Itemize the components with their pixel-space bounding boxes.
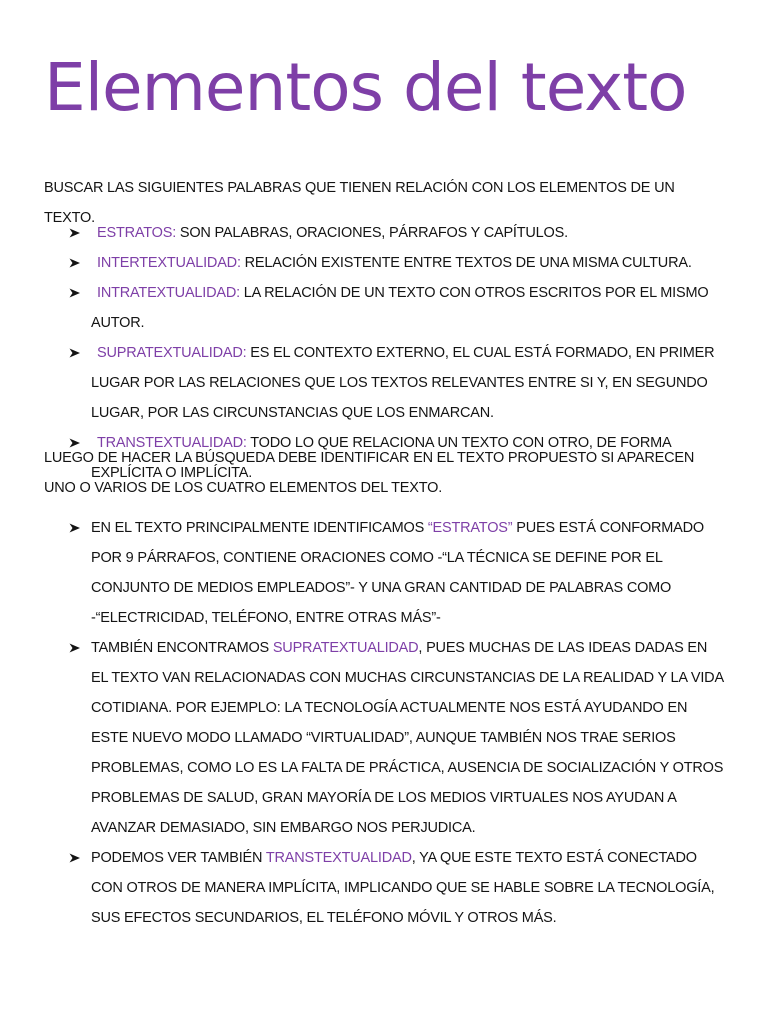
arrowhead-bullet-icon — [68, 278, 82, 308]
term-label: INTRATEXTUALIDAD: — [97, 285, 240, 301]
list-item — [44, 248, 724, 278]
term-label: TRANSTEXTUALIDAD: — [97, 435, 247, 451]
arrowhead-bullet-icon — [68, 338, 82, 368]
page-title: Elementos del texto — [44, 49, 687, 126]
intro-paragraph: BUSCAR LAS SIGUIENTES PALABRAS QUE TIENEN RELACIÓN CON LOS ELEMENTOS DE UN TEXTO. — [44, 180, 675, 226]
analysis-lead-text: TAMBIÉN ENCONTRAMOS — [91, 640, 273, 656]
term-highlight: SUPRATEXTUALIDAD — [272, 640, 419, 656]
term-highlight: TRANSTEXTUALIDAD — [265, 850, 412, 866]
arrowhead-bullet-icon — [68, 513, 82, 543]
analysis-body-text: PUES ESTÁ CONFORMADO POR 9 PÁRRAFOS, CONTIENE ORACIONES COMO -“LA TÉCNICA SE DEFINE POR EL CONJUNTO DE MEDIOS EMPLEADOS”- Y UNA GRAN CANTIDAD DE PALABRAS COMO -“ELECTRICIDAD, TELÉFONO, ENTRE OTRAS MÁS”- — [91, 520, 704, 626]
arrowhead-bullet-icon — [68, 843, 82, 873]
term-label: ESTRATOS: — [97, 225, 177, 241]
list-item — [44, 513, 724, 633]
list-item — [44, 843, 724, 933]
list-item — [44, 218, 724, 248]
list-item — [44, 633, 724, 843]
list-item — [44, 338, 724, 428]
analysis-lead-text: PODEMOS VER TAMBIÉN — [91, 850, 266, 866]
analysis-lead-text: EN EL TEXTO PRINCIPALMENTE IDENTIFICAMOS — [91, 520, 428, 536]
term-label: INTERTEXTUALIDAD: — [97, 255, 241, 271]
arrowhead-bullet-icon — [68, 633, 82, 663]
analysis-list — [44, 513, 724, 933]
list-item — [44, 278, 724, 338]
term-definition: LA RELACIÓN DE UN TEXTO CON OTROS ESCRITOS POR EL MISMO AUTOR. — [91, 285, 709, 331]
arrowhead-bullet-icon — [68, 248, 82, 278]
term-highlight: “ESTRATOS” — [427, 520, 513, 536]
term-definition: SON PALABRAS, ORACIONES, PÁRRAFOS Y CAPÍTULOS. — [176, 225, 568, 241]
term-definition: ES EL CONTEXTO EXTERNO, EL CUAL ESTÁ FORMADO, EN PRIMER LUGAR POR LAS RELACIONES QUE LOS TEXTOS RELEVANTES ENTRE SI Y, EN SEGUNDO LUGAR, POR LAS CIRCUNSTANCIAS QUE LOS ENMARCAN. — [91, 345, 715, 421]
analysis-body-text: , YA QUE ESTE TEXTO ESTÁ CONECTADO CON OTROS DE MANERA IMPLÍCITA, IMPLICANDO QUE SE HABLE SOBRE LA TECNOLOGÍA, SUS EFECTOS SECUNDARIOS, EL TELÉFONO MÓVIL Y OTROS MÁS. — [91, 850, 715, 926]
term-label: SUPRATEXTUALIDAD: — [97, 345, 247, 361]
instruction-paragraph: LUEGO DE HACER LA BÚSQUEDA DEBE IDENTIFICAR EN EL TEXTO PROPUESTO SI APARECEN UNO O VARIOS DE LOS CUATRO ELEMENTOS DEL TEXTO. — [44, 450, 695, 496]
term-definition: TODO LO QUE RELACIONA UN TEXTO CON OTRO, DE FORMA EXPLÍCITA O IMPLÍCITA. — [91, 435, 671, 481]
arrowhead-bullet-icon — [68, 218, 82, 248]
analysis-body-text: , PUES MUCHAS DE LAS IDEAS DADAS EN EL TEXTO VAN RELACIONADAS CON MUCHAS CIRCUNSTANCIAS DE LA REALIDAD Y LA VIDA COTIDIANA. POR EJEMPLO: LA TECNOLOGÍA ACTUALMENTE NOS ESTÁ AYUDANDO EN ESTE NUEVO MODO LLAMADO “VIRTUALIDAD”, AUNQUE TAMBIÉN NOS TRAE SERIOS PROBLEMAS, COMO LO ES LA FALTA DE PRÁCTICA, AUSENCIA DE SOCIALIZACIÓN Y OTROS PROBLEMAS DE SALUD, GRAN MAYORÍA DE LOS MEDIOS VIRTUALES NOS AYUDAN A AVANZAR DEMASIADO, SIN EMBARGO NOS PERJUDICA. — [91, 640, 724, 836]
term-definition: RELACIÓN EXISTENTE ENTRE TEXTOS DE UNA MISMA CULTURA. — [240, 255, 692, 271]
